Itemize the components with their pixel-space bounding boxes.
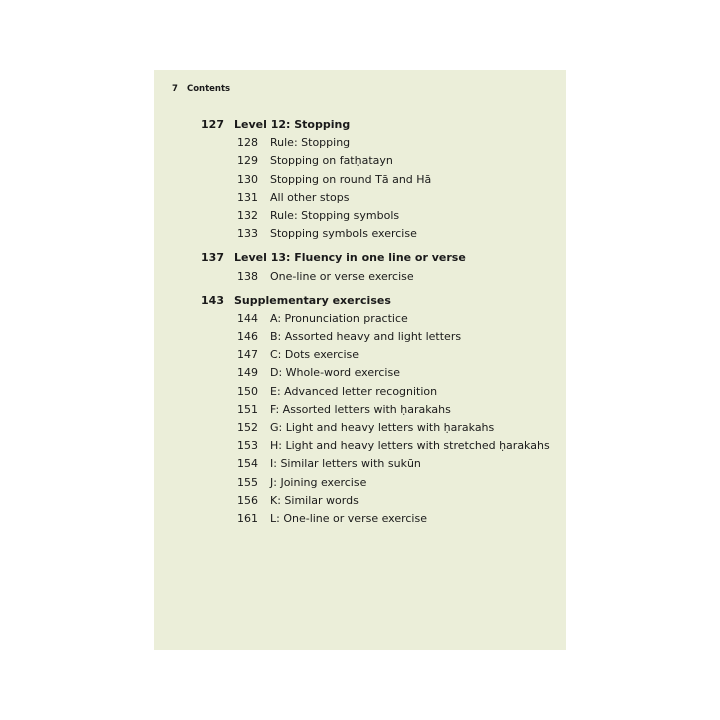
toc-page-number: 150 bbox=[237, 384, 258, 398]
toc-entry-title: Rule: Stopping symbols bbox=[270, 208, 400, 222]
toc-page-number: 149 bbox=[237, 366, 258, 380]
toc-page-number: 155 bbox=[237, 475, 258, 489]
running-head-title: Contents bbox=[186, 84, 231, 94]
toc-entry-title: J: Joining exercise bbox=[270, 475, 367, 489]
toc-page-number: 147 bbox=[237, 348, 258, 362]
toc-page-number: 144 bbox=[237, 311, 258, 325]
toc-page-number: 127 bbox=[201, 118, 224, 131]
toc-entry[interactable] bbox=[154, 383, 566, 401]
toc-page-number: 153 bbox=[237, 439, 258, 453]
toc-entry[interactable] bbox=[154, 225, 566, 243]
toc-entry-title: E: Advanced letter recognition bbox=[270, 384, 438, 398]
toc-page-number: 154 bbox=[237, 457, 258, 471]
page-number: 7 bbox=[172, 84, 178, 94]
toc-page-number: 151 bbox=[237, 402, 258, 416]
toc-entry-title: One-line or verse exercise bbox=[270, 269, 414, 283]
toc-page-number: 128 bbox=[237, 136, 258, 150]
toc-entry-title: I: Similar letters with sukūn bbox=[270, 457, 421, 471]
toc-entry[interactable] bbox=[154, 510, 566, 528]
toc-section bbox=[154, 292, 566, 528]
toc-entry-title: Rule: Stopping bbox=[270, 136, 351, 150]
toc-entry[interactable] bbox=[154, 437, 566, 455]
toc-entry[interactable] bbox=[154, 474, 566, 492]
toc-entry[interactable] bbox=[154, 152, 566, 170]
toc-entry-title: B: Assorted heavy and light letters bbox=[270, 330, 462, 344]
toc-section-heading[interactable] bbox=[154, 249, 566, 267]
toc-page-number: 131 bbox=[237, 190, 258, 204]
toc-entry-title: H: Light and heavy letters with stretched ḥarakahs bbox=[270, 439, 550, 453]
toc-page-number: 132 bbox=[237, 208, 258, 222]
toc-section-title: Supplementary exercises bbox=[234, 293, 391, 307]
toc-page-number: 152 bbox=[237, 421, 258, 434]
toc-entry-title: A: Pronunciation practice bbox=[270, 311, 408, 325]
toc-entry[interactable] bbox=[154, 310, 566, 328]
toc-entry-title: G: Light and heavy letters with ḥarakahs bbox=[270, 421, 495, 434]
table-of-contents bbox=[154, 116, 566, 534]
toc-entry[interactable] bbox=[154, 364, 566, 382]
toc-page-number: 138 bbox=[237, 269, 258, 283]
toc-page-number: 156 bbox=[237, 493, 258, 507]
toc-entry-title: F: Assorted letters with ḥarakahs bbox=[270, 402, 451, 416]
toc-section bbox=[154, 249, 566, 285]
toc-section-title: Level 12: Stopping bbox=[234, 118, 351, 131]
toc-entry[interactable] bbox=[154, 492, 566, 510]
toc-entry-title: All other stops bbox=[270, 190, 350, 204]
toc-entry-title: Stopping on round Tā and Hā bbox=[270, 172, 432, 186]
toc-page-number: 161 bbox=[237, 511, 258, 525]
toc-page-number: 143 bbox=[201, 293, 224, 307]
toc-page-number: 146 bbox=[237, 330, 258, 344]
toc-entry[interactable] bbox=[154, 419, 566, 437]
toc-page-number: 137 bbox=[201, 251, 224, 265]
toc-entry[interactable] bbox=[154, 346, 566, 364]
toc-entry[interactable] bbox=[154, 134, 566, 152]
toc-entry[interactable] bbox=[154, 171, 566, 189]
toc-entry[interactable] bbox=[154, 268, 566, 286]
toc-section-heading[interactable] bbox=[154, 116, 566, 134]
toc-entry-title: D: Whole-word exercise bbox=[270, 366, 400, 380]
toc-section-title: Level 13: Fluency in one line or verse bbox=[234, 251, 466, 265]
toc-section bbox=[154, 116, 566, 243]
toc-entry-title: Stopping symbols exercise bbox=[270, 227, 417, 241]
toc-page-number: 129 bbox=[237, 154, 258, 168]
toc-entry[interactable] bbox=[154, 455, 566, 473]
toc-entry[interactable] bbox=[154, 328, 566, 346]
toc-entry-title: L: One-line or verse exercise bbox=[270, 511, 427, 525]
toc-entry-title: K: Similar words bbox=[270, 493, 359, 507]
toc-entry[interactable] bbox=[154, 207, 566, 225]
toc-section-heading[interactable] bbox=[154, 292, 566, 310]
toc-page-number: 133 bbox=[237, 227, 258, 241]
toc-entry[interactable] bbox=[154, 189, 566, 207]
toc-entry-title: Stopping on fatḥatayn bbox=[270, 154, 393, 168]
toc-entry[interactable] bbox=[154, 401, 566, 419]
toc-entry-title: C: Dots exercise bbox=[270, 348, 360, 362]
toc-page-number: 130 bbox=[237, 172, 258, 186]
running-head bbox=[172, 84, 230, 94]
book-page bbox=[154, 70, 566, 650]
